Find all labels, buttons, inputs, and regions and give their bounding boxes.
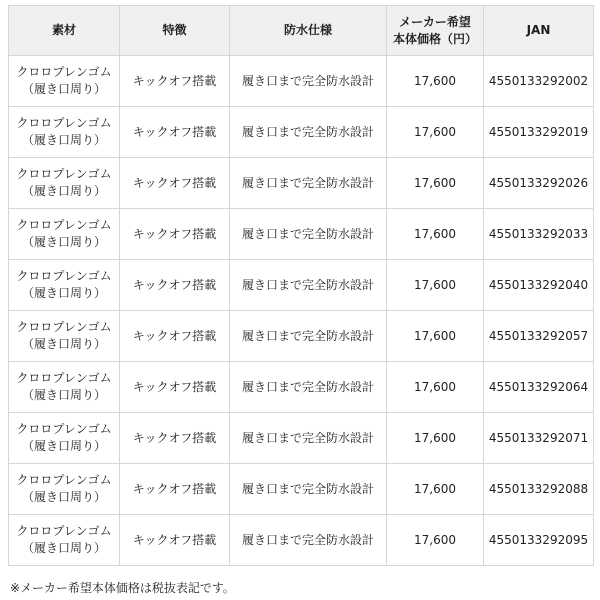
cell-jan: 4550133292057 [484, 311, 594, 362]
cell-material [9, 464, 120, 515]
table-row [9, 107, 594, 158]
cell-material-line2: （履き口周り） [21, 235, 106, 249]
cell-jan: 4550133292095 [484, 515, 594, 566]
cell-price: 17,600 [387, 158, 484, 209]
cell-feature: キックオフ搭載 [120, 56, 230, 107]
cell-waterproof: 履き口まで完全防水設計 [230, 158, 387, 209]
cell-jan: 4550133292071 [484, 413, 594, 464]
price-footnote: ※メーカー希望本体価格は税抜表記です。 [10, 581, 235, 595]
cell-jan: 4550133292002 [484, 56, 594, 107]
cell-material [9, 260, 120, 311]
cell-jan: 4550133292088 [484, 464, 594, 515]
header-waterproof: 防水仕様 [230, 6, 387, 56]
spec-table [8, 5, 594, 566]
cell-feature: キックオフ搭載 [120, 413, 230, 464]
table-row [9, 515, 594, 566]
table-row [9, 464, 594, 515]
table-row [9, 362, 594, 413]
cell-feature: キックオフ搭載 [120, 107, 230, 158]
cell-waterproof: 履き口まで完全防水設計 [230, 413, 387, 464]
cell-material-line1: クロロプレンゴム [16, 524, 112, 538]
header-row [9, 6, 594, 56]
cell-material [9, 158, 120, 209]
cell-feature: キックオフ搭載 [120, 362, 230, 413]
header-price-line2: 本体価格（円） [392, 31, 477, 46]
cell-jan: 4550133292064 [484, 362, 594, 413]
cell-waterproof: 履き口まで完全防水設計 [230, 56, 387, 107]
cell-material [9, 311, 120, 362]
cell-jan: 4550133292033 [484, 209, 594, 260]
cell-price: 17,600 [387, 209, 484, 260]
cell-feature: キックオフ搭載 [120, 158, 230, 209]
cell-material-line2: （履き口周り） [21, 541, 106, 555]
cell-price: 17,600 [387, 515, 484, 566]
header-feature: 特徴 [120, 6, 230, 56]
cell-price: 17,600 [387, 107, 484, 158]
cell-price: 17,600 [387, 260, 484, 311]
cell-waterproof: 履き口まで完全防水設計 [230, 464, 387, 515]
cell-material [9, 515, 120, 566]
cell-feature: キックオフ搭載 [120, 311, 230, 362]
cell-material-line2: （履き口周り） [21, 286, 106, 300]
cell-waterproof: 履き口まで完全防水設計 [230, 107, 387, 158]
cell-material-line1: クロロプレンゴム [16, 218, 112, 232]
cell-material-line2: （履き口周り） [21, 133, 106, 147]
cell-waterproof: 履き口まで完全防水設計 [230, 362, 387, 413]
cell-material [9, 56, 120, 107]
cell-material-line1: クロロプレンゴム [16, 473, 112, 487]
cell-material [9, 209, 120, 260]
cell-waterproof: 履き口まで完全防水設計 [230, 209, 387, 260]
header-price-line1: メーカー希望 [399, 14, 471, 29]
cell-material-line1: クロロプレンゴム [16, 371, 112, 385]
cell-material [9, 413, 120, 464]
table-header [9, 6, 594, 56]
table-row [9, 260, 594, 311]
cell-jan: 4550133292019 [484, 107, 594, 158]
cell-waterproof: 履き口まで完全防水設計 [230, 311, 387, 362]
cell-material [9, 107, 120, 158]
cell-jan: 4550133292040 [484, 260, 594, 311]
cell-feature: キックオフ搭載 [120, 515, 230, 566]
cell-feature: キックオフ搭載 [120, 209, 230, 260]
cell-waterproof: 履き口まで完全防水設計 [230, 515, 387, 566]
header-jan: JAN [484, 6, 594, 56]
cell-price: 17,600 [387, 311, 484, 362]
cell-material [9, 362, 120, 413]
cell-material-line1: クロロプレンゴム [16, 269, 112, 283]
cell-material-line2: （履き口周り） [21, 490, 106, 504]
header-price [387, 6, 484, 56]
cell-material-line1: クロロプレンゴム [16, 422, 112, 436]
cell-material-line2: （履き口周り） [21, 388, 106, 402]
cell-price: 17,600 [387, 413, 484, 464]
table-row [9, 158, 594, 209]
cell-feature: キックオフ搭載 [120, 464, 230, 515]
cell-material-line1: クロロプレンゴム [16, 320, 112, 334]
table-row [9, 413, 594, 464]
table-body [9, 56, 594, 566]
table-row [9, 209, 594, 260]
cell-jan: 4550133292026 [484, 158, 594, 209]
cell-material-line2: （履き口周り） [21, 439, 106, 453]
cell-material-line1: クロロプレンゴム [16, 167, 112, 181]
table-row [9, 311, 594, 362]
table-row [9, 56, 594, 107]
cell-material-line1: クロロプレンゴム [16, 65, 112, 79]
cell-material-line2: （履き口周り） [21, 337, 106, 351]
cell-price: 17,600 [387, 362, 484, 413]
cell-material-line2: （履き口周り） [21, 184, 106, 198]
cell-price: 17,600 [387, 56, 484, 107]
cell-waterproof: 履き口まで完全防水設計 [230, 260, 387, 311]
cell-price: 17,600 [387, 464, 484, 515]
cell-feature: キックオフ搭載 [120, 260, 230, 311]
header-material: 素材 [9, 6, 120, 56]
cell-material-line1: クロロプレンゴム [16, 116, 112, 130]
cell-material-line2: （履き口周り） [21, 82, 106, 96]
